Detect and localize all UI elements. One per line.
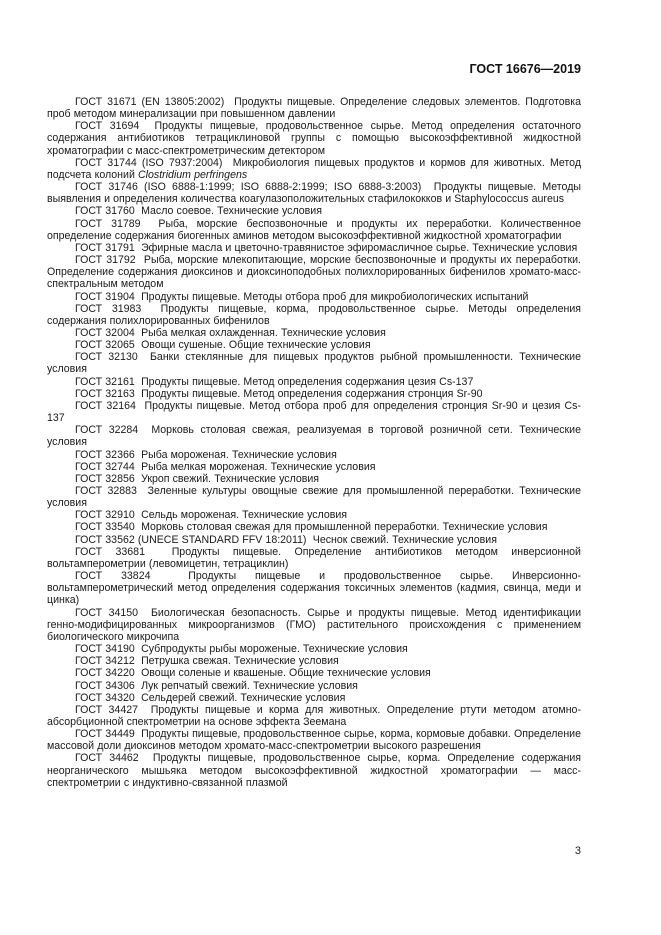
reference-code: ГОСТ 34220 bbox=[75, 667, 135, 680]
reference-entry bbox=[47, 291, 581, 303]
reference-title: Сельдерей свежий. Технические условия bbox=[141, 691, 346, 704]
reference-entry bbox=[47, 449, 581, 461]
reference-code: ГОСТ 31791 bbox=[75, 241, 135, 254]
reference-code: ГОСТ 34427 bbox=[75, 703, 138, 716]
reference-code: ГОСТ 32163 bbox=[75, 387, 135, 400]
reference-title: Продукты пищевые, продовольственное сырье. Метод определения остаточного содержания антибиотиков тетрациклиновой группы с помощью высокоэффективной жидкостной хроматографии с масс-спектрометрическим детектором bbox=[47, 120, 581, 157]
reference-title: Овощи сушеные. Общие технические условия bbox=[141, 339, 371, 352]
reference-entry bbox=[47, 351, 581, 375]
reference-entry bbox=[47, 400, 581, 424]
reference-title: Продукты пищевые и корма для животных. Определение ртути методом атомно-абсорбционной спектрометрии на основе эффекта Зеемана bbox=[47, 703, 581, 728]
reference-entry bbox=[47, 157, 581, 181]
reference-title: Рыба мороженая. Технические условия bbox=[141, 448, 337, 461]
reference-code: ГОСТ 31671 (EN 13805:2002) bbox=[75, 96, 225, 108]
reference-code: ГОСТ 31904 bbox=[75, 290, 135, 303]
reference-code: ГОСТ 32883 bbox=[75, 485, 137, 497]
reference-entry bbox=[47, 607, 581, 643]
reference-title: Масло соевое. Технические условия bbox=[141, 205, 322, 218]
normative-references-list bbox=[47, 96, 581, 789]
reference-title: Рыба, морские беспозвоночные и продукты их переработки. Количественное определение содержания биогенных аминов методом высокоэффективной жидкостной хроматографии bbox=[47, 217, 581, 242]
reference-code: ГОСТ 32910 bbox=[75, 509, 135, 522]
reference-code: ГОСТ 34212 bbox=[75, 655, 135, 668]
reference-title: Чеснок свежий. Технические условия bbox=[312, 533, 497, 546]
reference-entry bbox=[47, 339, 581, 351]
reference-code: ГОСТ 34462 bbox=[75, 752, 139, 765]
reference-title: Эфирные масла и цветочно-травянистое эфиромасличное сырье. Технические условия bbox=[141, 241, 578, 254]
reference-entry bbox=[47, 704, 581, 728]
reference-title: Лук репчатый свежий. Технические условия bbox=[141, 679, 358, 692]
reference-entry bbox=[47, 327, 581, 339]
reference-title: Рыба мелкая мороженая. Технические условия bbox=[141, 460, 376, 473]
reference-title-italic: Clostridium perfringens bbox=[138, 168, 248, 181]
reference-title: Продукты пищевые и продовольственное сырье. Инверсионно-вольтамперометрический метод определения содержания токсичных элементов (кадмия, свинца, меди и цинка) bbox=[47, 570, 581, 607]
reference-code: ГОСТ 33824 bbox=[75, 570, 151, 583]
reference-entry bbox=[47, 655, 581, 667]
reference-entry bbox=[47, 521, 581, 533]
reference-title: Продукты пищевые. Методы выявления и определения количества коагулазоположительных стафилококков и Staphylococcus aureus bbox=[47, 181, 581, 206]
reference-entry bbox=[47, 181, 581, 205]
reference-title: Овощи соленые и квашеные. Общие технические условия bbox=[141, 667, 431, 680]
reference-entry bbox=[47, 473, 581, 485]
reference-title: Биологическая безопасность. Сырье и продукты пищевые. Метод идентификации генно-модифицированных микроорганизмов (ГМО) растительного происхождения с применением биологического микрочипа bbox=[47, 606, 581, 643]
reference-code: ГОСТ 32744 bbox=[75, 460, 135, 473]
reference-entry bbox=[47, 96, 581, 120]
reference-code: ГОСТ 34150 bbox=[75, 606, 139, 619]
document-number-header: ГОСТ 16676—2019 bbox=[469, 62, 581, 76]
reference-entry bbox=[47, 388, 581, 400]
reference-title: Продукты пищевые. Метод определения содержания стронция Sr-90 bbox=[141, 387, 483, 400]
reference-title: Продукты пищевые. Метод отбора проб для определения стронция Sr-90 и цезия Cs-137 bbox=[47, 399, 581, 425]
reference-code: ГОСТ 33540 bbox=[75, 521, 135, 534]
reference-code: ГОСТ 32065 bbox=[75, 339, 135, 352]
reference-code: ГОСТ 32284 bbox=[75, 424, 139, 437]
reference-title: Сельдь мороженая. Технические условия bbox=[141, 509, 348, 522]
reference-code: ГОСТ 32161 bbox=[75, 375, 135, 388]
reference-entry bbox=[47, 680, 581, 692]
reference-entry bbox=[47, 242, 581, 254]
reference-entry bbox=[47, 218, 581, 242]
reference-entry bbox=[47, 254, 581, 290]
reference-code: ГОСТ 32366 bbox=[75, 448, 135, 461]
reference-title: Продукты пищевые, продовольственное сырье, корма. Определение содержания неорганического мышьяка методом высокоэффективной жидкостной хроматографии — масс-спектрометрии с индуктивно-связанной плазмой bbox=[47, 752, 581, 789]
reference-code: ГОСТ 31760 bbox=[75, 205, 135, 218]
reference-code: ГОСТ 32004 bbox=[75, 326, 135, 339]
reference-entry bbox=[47, 534, 581, 546]
reference-entry bbox=[47, 667, 581, 679]
reference-entry bbox=[47, 643, 581, 655]
reference-title: Зеленные культуры овощные свежие для промышленной переработки. Технические условия bbox=[47, 485, 581, 510]
reference-entry bbox=[47, 424, 581, 448]
reference-title: Петрушка свежая. Технические условия bbox=[141, 655, 339, 668]
reference-code: ГОСТ 31789 bbox=[75, 217, 141, 230]
reference-title: Рыба, морские млекопитающие, морские беспозвоночные и продукты их переработки. Определение содержания диоксинов и диоксиноподобных полихлорированных бифенилов хромато-масс-спектральным методом bbox=[47, 254, 581, 291]
reference-code: ГОСТ 33681 bbox=[75, 545, 145, 558]
reference-code: ГОСТ 34320 bbox=[75, 691, 135, 704]
reference-title: Укроп свежий. Технические условия bbox=[141, 472, 320, 485]
reference-code: ГОСТ 34449 bbox=[75, 728, 135, 741]
reference-code: ГОСТ 33562 (UNECE STANDARD FFV 18:2011) bbox=[75, 533, 307, 546]
reference-title: Морковь столовая свежая для промышленной переработки. Технические условия bbox=[141, 521, 548, 534]
reference-entry bbox=[47, 546, 581, 570]
reference-code: ГОСТ 34306 bbox=[75, 679, 135, 692]
reference-title: Субпродукты рыбы мороженые. Технические условия bbox=[141, 643, 408, 656]
reference-code: ГОСТ 31744 (ISO 7937:2004) bbox=[75, 156, 223, 169]
reference-entry bbox=[47, 570, 581, 606]
reference-entry bbox=[47, 509, 581, 521]
reference-code: ГОСТ 32856 bbox=[75, 472, 135, 485]
reference-entry bbox=[47, 485, 581, 509]
reference-code: ГОСТ 32130 bbox=[75, 351, 138, 364]
reference-entry bbox=[47, 205, 581, 217]
reference-entry bbox=[47, 303, 581, 327]
reference-code: ГОСТ 31746 (ISO 6888-1:1999; ISO 6888-2:1999; ISO 6888-3:2003) bbox=[75, 181, 422, 194]
reference-title: Продукты пищевые. Определение антибиотиков методом инверсионной вольтамперометрии (левомицетин, тетрациклин) bbox=[47, 545, 581, 570]
page-number: 3 bbox=[574, 845, 581, 857]
reference-entry bbox=[47, 728, 581, 752]
reference-entry bbox=[47, 376, 581, 388]
reference-title: Морковь столовая свежая, реализуемая в торговой розничной сети. Технические условия bbox=[47, 424, 581, 449]
reference-title: Банки стеклянные для пищевых продуктов рыбной промышленности. Технические условия bbox=[47, 351, 581, 376]
reference-entry bbox=[47, 461, 581, 473]
reference-code: ГОСТ 34190 bbox=[75, 643, 135, 656]
reference-title: Продукты пищевые, продовольственное сырье, корма, кормовые добавки. Определение массовой доли диоксинов методом хромато-масс-спектрометрии высокого разрешения bbox=[47, 728, 581, 753]
reference-code: ГОСТ 32164 bbox=[75, 399, 136, 412]
reference-title: Продукты пищевые. Методы отбора проб для микробиологических испытаний bbox=[141, 290, 529, 303]
reference-entry bbox=[47, 120, 581, 156]
reference-entry bbox=[47, 752, 581, 788]
reference-entry bbox=[47, 692, 581, 704]
reference-code: ГОСТ 31792 bbox=[75, 254, 136, 267]
reference-title: Микробиология пищевых продуктов и кормов для животных. Метод подсчета колоний bbox=[47, 156, 582, 181]
reference-title: Рыба мелкая охлажденная. Технические условия bbox=[141, 326, 386, 339]
reference-code: ГОСТ 31694 bbox=[75, 120, 140, 133]
reference-title: Продукты пищевые. Определение следовых элементов. Подготовка проб методом минерализации при повышенном давлении bbox=[47, 96, 581, 121]
reference-title: Продукты пищевые. Метод определения содержания цезия Cs-137 bbox=[141, 375, 474, 388]
reference-code: ГОСТ 31983 bbox=[75, 302, 142, 315]
reference-title: Продукты пищевые, корма, продовольственное сырье. Методы определения содержания полихлорированных бифенилов bbox=[47, 302, 582, 327]
